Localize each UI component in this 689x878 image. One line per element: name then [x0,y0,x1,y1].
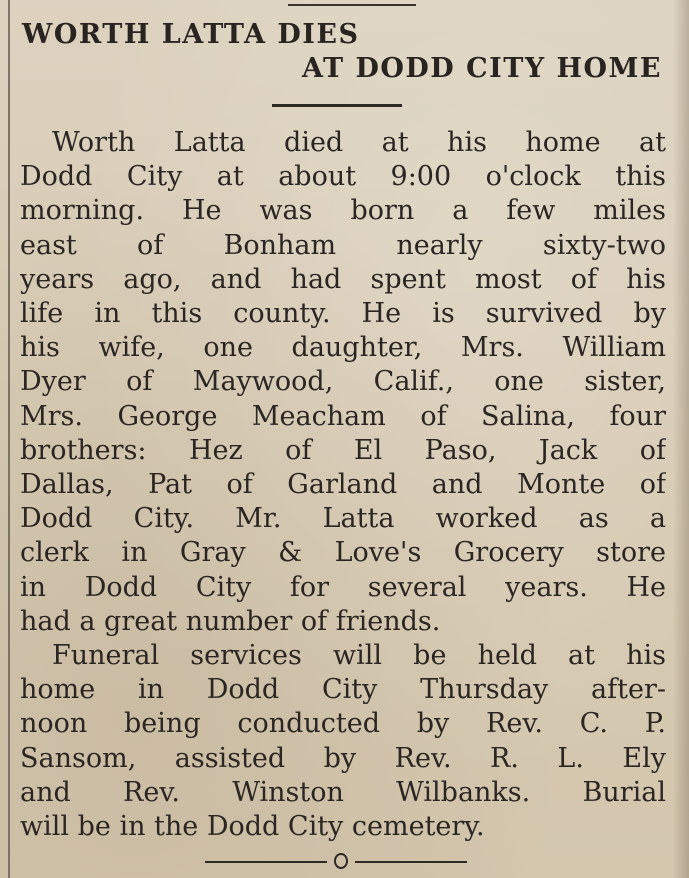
article-line: had a great number of friends. [20,605,441,637]
article-line: home in Dodd City Thursday after- [20,674,666,706]
article-line: life in this county. He is survived by [20,298,666,330]
article-line: brothers: Hez of El Paso, Jack of [20,434,666,466]
article-paragraph-2 [20,639,666,844]
article-line: Dodd City at about 9:00 o'clock this [20,161,666,193]
paper-edge-shadow [673,0,689,878]
article-paragraph-1 [20,126,666,639]
top-separator-rule [288,4,416,6]
article-line: Mrs. George Meacham of Salina, four [20,400,666,432]
article-line: in Dodd City for several years. He [20,571,666,603]
article-line: Sansom, assisted by Rev. R. L. Ely [20,742,666,774]
article-line: Worth Latta died at his home at [52,127,666,158]
article-line: years ago, and had spent most of his [20,263,666,295]
end-ornament-icon [205,850,467,870]
article-line: Dodd City. Mr. Latta worked as a [20,503,666,535]
article-line: will be in the Dodd City cemetery. [20,811,485,843]
article-line: morning. He was born a few miles [20,195,666,227]
column-rule-left [8,0,10,878]
article-body [20,126,666,844]
headline-line-2: AT DODD CITY HOME [301,53,662,84]
article-line: east of Bonham nearly sixty-two [20,229,666,261]
headline-line-1: WORTH LATTA DIES [22,19,360,50]
article-line: Dallas, Pat of Garland and Monte of [20,469,666,501]
article-line: his wife, one daughter, Mrs. William [20,332,666,364]
article-line: clerk in Gray & Love's Grocery store [20,537,666,569]
headline [22,18,662,86]
article-line: Funeral services will be held at his [52,640,666,672]
article-line: noon being conducted by Rev. C. P. [20,708,666,740]
article-line: and Rev. Winston Wilbanks. Burial [20,776,666,808]
headline-separator-rule [272,104,402,107]
article-line: Dyer of Maywood, Calif., one sister, [20,366,666,398]
